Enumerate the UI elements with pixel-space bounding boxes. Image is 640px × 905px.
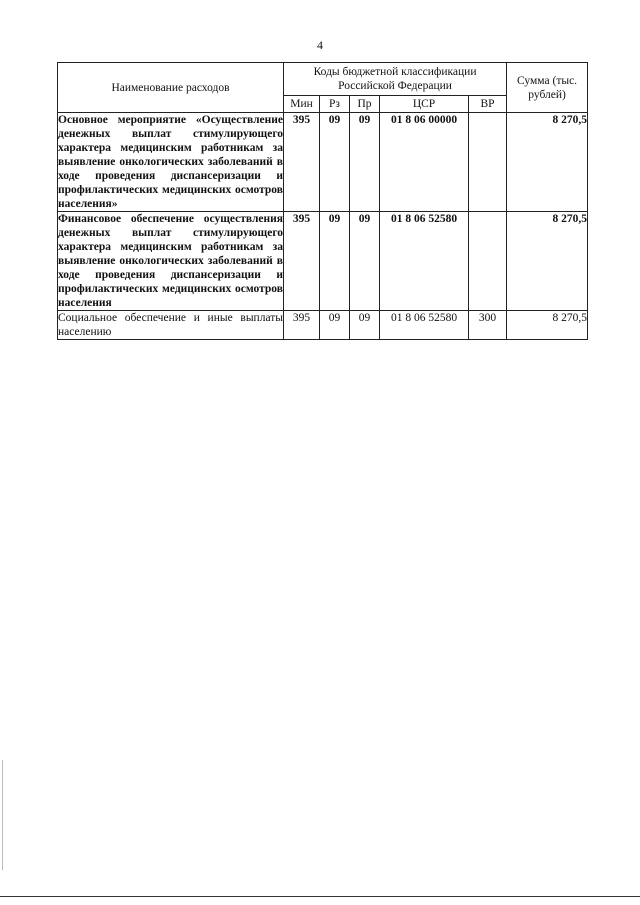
row-sum: 8 270,5 [507,311,588,340]
row-vr: 300 [469,311,507,340]
row-csr: 01 8 06 52580 [380,212,469,311]
header-min: Мин [284,96,320,113]
table-row [58,212,588,311]
row-csr: 01 8 06 00000 [380,113,469,212]
row-csr: 01 8 06 52580 [380,311,469,340]
row-pr: 09 [350,311,380,340]
header-rz: Рз [320,96,350,113]
header-pr: Пр [350,96,380,113]
budget-table [57,62,588,340]
header-codes: Коды бюджетной классификации Российской Федерации [284,63,507,96]
row-rz: 09 [320,311,350,340]
table-header [58,63,588,113]
table-row [58,113,588,212]
row-rz: 09 [320,212,350,311]
row-sum: 8 270,5 [507,113,588,212]
row-name: Финансовое обеспечение осуществления денежных выплат стимулирующего характера медицинским работникам за выявление онкологических заболеваний в ходе проведения диспансеризации и профилактических медицинских осмотров населения [58,213,283,309]
header-vr: ВР [469,96,507,113]
row-pr: 09 [350,113,380,212]
row-min: 395 [284,212,320,311]
scan-edge-mark [2,760,3,870]
table-row [58,311,588,340]
row-sum: 8 270,5 [507,212,588,311]
row-min: 395 [284,113,320,212]
header-sum: Сумма (тыс. рублей) [507,63,588,113]
row-vr [469,212,507,311]
row-min: 395 [284,311,320,340]
row-name: Социальное обеспечение и иные выплаты населению [58,312,283,338]
row-name: Основное мероприятие «Осуществление денежных выплат стимулирующего характера медицинским работникам за выявление онкологических заболеваний в ходе проведения диспансеризации и профилактических медицинских осмотров населения» [58,114,283,210]
header-csr: ЦСР [380,96,469,113]
header-name: Наименование расходов [58,63,284,113]
row-rz: 09 [320,113,350,212]
scan-bottom-edge [0,896,640,897]
page-number: 4 [317,38,323,52]
row-vr [469,113,507,212]
row-pr: 09 [350,212,380,311]
